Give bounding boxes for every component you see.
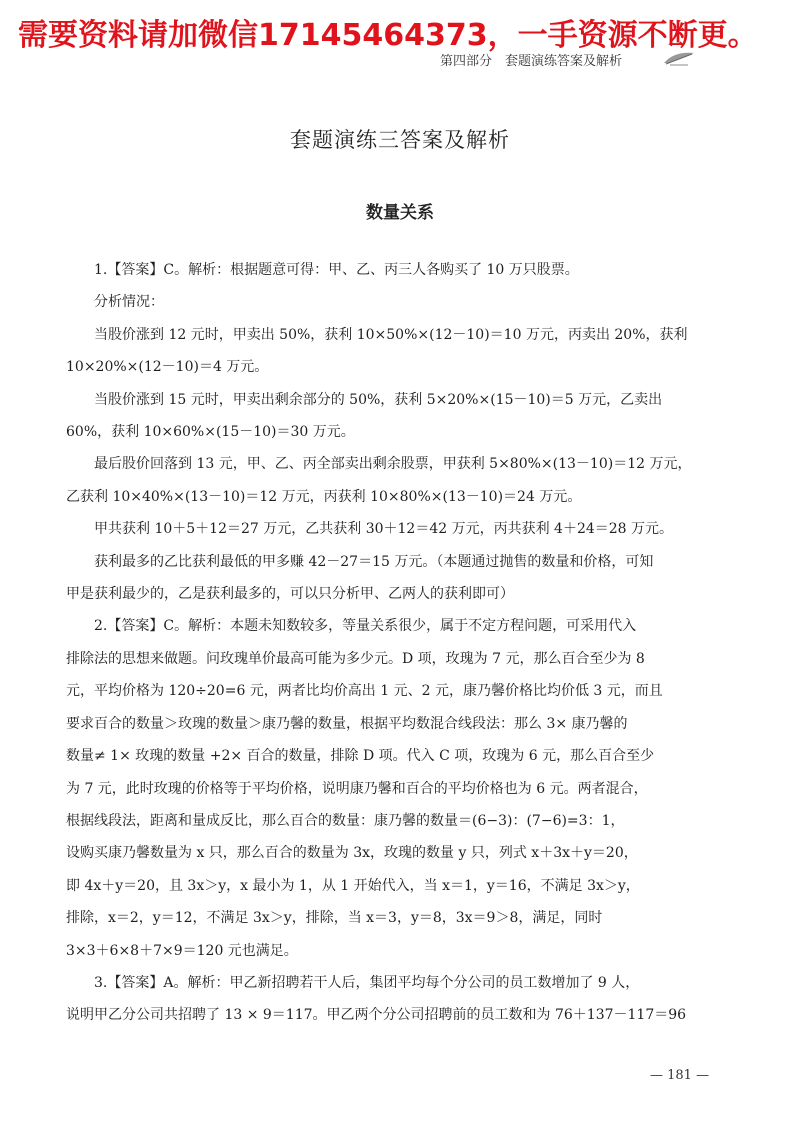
paragraph-line: 甲是获利最少的，乙是获利最多的，可以只分析甲、乙两人的获利即可） <box>66 586 514 603</box>
paragraph-line: 当股价涨到 15 元时，甲卖出剩余部分的 50%，获利 5×20%×(15－10)＝5 万元，乙卖出 <box>94 391 663 408</box>
paragraph-line: 乙获利 10×40%×(13－10)＝12 万元，丙获利 10×80%×(13－10)＝24 万元。 <box>66 488 582 505</box>
answer-body <box>66 254 716 1032</box>
paragraph-line: 3.【答案】A。解析：甲乙新招聘若干人后，集团平均每个分公司的员工数增加了 9 人， <box>94 974 640 991</box>
page-number: — 181 — <box>650 1068 710 1083</box>
paragraph-line: 当股价涨到 12 元时，甲卖出 50%，获利 10×50%×(12－10)＝10 万元，丙卖出 20%，获利 <box>94 326 688 343</box>
paragraph-line: 设购买康乃馨数量为 x 只，那么百合的数量为 3x，玫瑰的数量 y 只，列式 x＋3x＋y＝20， <box>66 845 638 862</box>
paragraph-line: 甲共获利 10＋5＋12＝27 万元，乙共获利 30＋12＝42 万元，丙共获利 4＋24＝28 万元。 <box>94 521 674 538</box>
paragraph-line: 为 7 元，此时玫瑰的价格等于平均价格，说明康乃馨和百合的平均价格也为 6 元。两者混合， <box>66 780 648 797</box>
paragraph-line: 2.【答案】C。解析：本题未知数较多，等量关系很少，属于不定方程问题，可采用代入 <box>94 618 637 635</box>
paragraph-line: 排除，x＝2，y＝12，不满足 3x＞y，排除，当 x＝3，y＝8，3x＝9＞8，满足，同时 <box>66 910 603 927</box>
page-title: 套题演练三答案及解析 <box>290 128 510 152</box>
paragraph-line: 1.【答案】C。解析：根据题意可得：甲、乙、丙三人各购买了 10 万只股票。 <box>94 262 579 278</box>
paragraph-line: 数量≠ 1× 玫瑰的数量 +2× 百合的数量，排除 D 项。代入 C 项，玫瑰为 6 元，那么百合至少 <box>66 748 655 765</box>
paragraph-line: 3×3＋6×8＋7×9＝120 元也满足。 <box>66 942 298 959</box>
paragraph-line: 说明甲乙分公司共招聘了 13 × 9＝117。甲乙两个分公司招聘前的员工数和为 76＋137－117＝96 <box>66 1007 687 1024</box>
promo-banner: 需要资料请加微信17145464373，一手资源不断更。 <box>18 18 758 53</box>
paragraph-line: 分析情况： <box>94 294 164 311</box>
paragraph-line: 根据线段法，距离和量成反比，那么百合的数量：康乃馨的数量＝(6−3)：(7−6)=3：1， <box>66 812 625 829</box>
paragraph-line: 要求百合的数量＞玫瑰的数量＞康乃馨的数量，根据平均数混合线段法：那么 3× 康乃馨的 <box>66 715 628 732</box>
paragraph-line: 最后股价回落到 13 元，甲、乙、丙全部卖出剩余股票，甲获利 5×80%×(13－10)＝12 万元， <box>94 456 692 473</box>
feather-pen-icon <box>662 50 696 66</box>
paragraph-line: 元，平均价格为 120÷20=6 元，两者比均价高出 1 元、2 元，康乃馨价格比均价低 3 元，而且 <box>66 683 663 700</box>
paragraph-line: 即 4x＋y＝20，且 3x＞y，x 最小为 1，从 1 开始代入，当 x＝1，y＝16，不满足 3x＞y， <box>66 877 640 894</box>
paragraph-line: 60%，获利 10×60%×(15－10)＝30 万元。 <box>66 424 355 441</box>
paragraph-line: 获利最多的乙比获利最低的甲多赚 42－27＝15 万元。（本题通过抛售的数量和价格，可知 <box>94 553 654 570</box>
section-title: 数量关系 <box>366 203 434 223</box>
paragraph-line: 排除法的思想来做题。问玫瑰单价最高可能为多少元。D 项，玫瑰为 7 元，那么百合至少为 8 <box>66 650 645 667</box>
paragraph-line: 10×20%×(12－10)＝4 万元。 <box>66 359 269 376</box>
running-header: 第四部分 套题演练答案及解析 <box>440 54 623 69</box>
